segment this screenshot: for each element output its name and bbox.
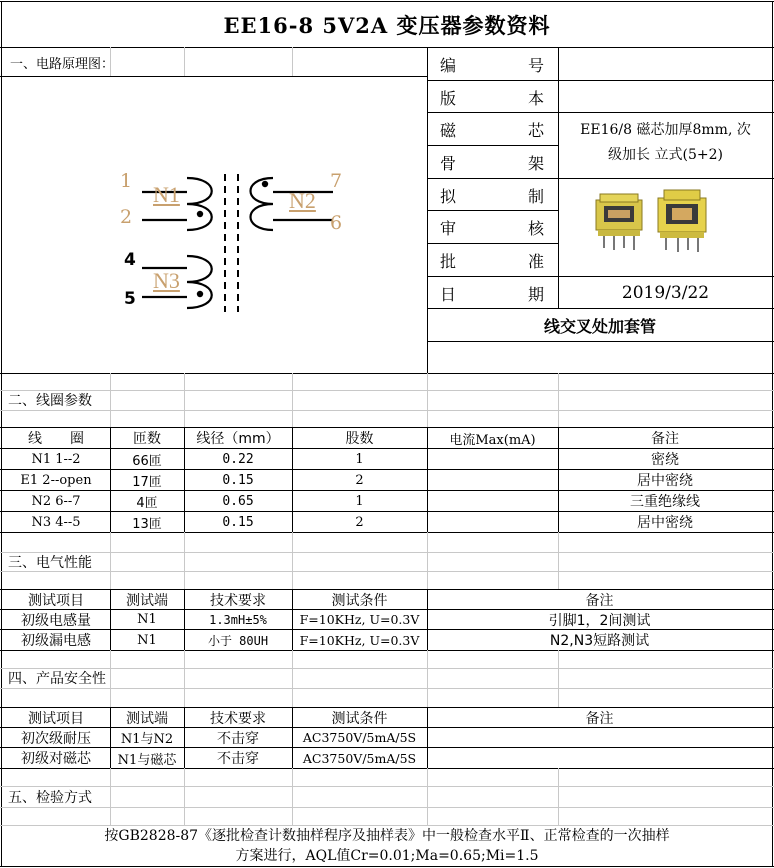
coil-row-4-winding: N3 4--5 bbox=[31, 514, 81, 530]
inspection-text-line2: 方案进行，AQL值Cr=0.01;Ma=0.65;Mi=1.5 bbox=[235, 848, 539, 864]
coil-row-1-turns: 66匝 bbox=[132, 453, 162, 469]
info-label-reviewed: 审 核 bbox=[440, 219, 544, 238]
coil-row-1-remark: 密绕 bbox=[651, 452, 679, 468]
sleeve-note: 线交叉处加套管 bbox=[543, 316, 656, 336]
pin-5-label: 5 bbox=[124, 289, 136, 309]
safety-row-2-item: 初级对磁芯 bbox=[21, 751, 91, 767]
winding-n3-label: N3 bbox=[153, 268, 180, 293]
core-spec-line1: EE16/8 磁芯加厚8mm, 次 bbox=[580, 122, 751, 138]
coil-row-3-turns: 4匝 bbox=[136, 495, 158, 511]
elec-header-remark: 备注 bbox=[585, 592, 614, 609]
info-label-date: 日 期 bbox=[440, 285, 544, 304]
coil-row-2-strands: 2 bbox=[355, 472, 364, 488]
pin-1-label: 1 bbox=[120, 170, 133, 192]
coil-row-2-remark: 居中密绕 bbox=[637, 473, 693, 489]
coil-row-3-remark: 三重绝缘线 bbox=[630, 494, 700, 510]
elec-row-1-condition: F=10KHz, U=0.3V bbox=[299, 612, 420, 627]
elec-row-1-terminal: N1 bbox=[137, 612, 157, 627]
safety-row-2-requirement: 不击穿 bbox=[217, 751, 259, 767]
elec-row-2-terminal: N1 bbox=[137, 632, 157, 648]
elec-row-2-requirement: 小于 80UH bbox=[207, 633, 269, 648]
n1-coil bbox=[187, 178, 212, 230]
coil-row-4-diameter: 0.15 bbox=[222, 514, 254, 530]
safety-header-terminal: 测试端 bbox=[126, 710, 168, 727]
safety-row-1-remark bbox=[427, 728, 772, 747]
safety-header-remark: 备注 bbox=[585, 710, 614, 727]
inspection-heading: 五、检验方式 bbox=[8, 790, 92, 806]
safety-row-2-condition: AC3750V/5mA/5S bbox=[302, 750, 417, 766]
n3-polarity-dot bbox=[197, 291, 203, 297]
coil-row-3-winding: N2 6--7 bbox=[31, 493, 81, 509]
n1-polarity-dot bbox=[197, 211, 203, 217]
elec-row-1-item: 初级电感量 bbox=[21, 612, 91, 629]
info-label-number: 编 号 bbox=[440, 56, 544, 75]
inspection-text-line1: 按GB2828-87《逐批检查计数抽样程序及抽样表》中一般检查水平Ⅱ、正常检查的一次抽样 bbox=[104, 828, 670, 844]
coil-row-3-current bbox=[427, 491, 558, 511]
coil-row-1-diameter: 0.22 bbox=[222, 451, 254, 467]
coil-row-2-diameter: 0.15 bbox=[222, 472, 254, 488]
transformer-photo bbox=[590, 186, 720, 256]
info-label-version: 版 本 bbox=[440, 89, 544, 108]
coil-header-remark: 备注 bbox=[651, 431, 679, 447]
transformer-photo-right bbox=[658, 190, 706, 252]
coil-row-1-winding: N1 1--2 bbox=[31, 451, 81, 467]
elec-header-requirement: 技术要求 bbox=[210, 592, 266, 609]
electrical-heading: 三、电气性能 bbox=[8, 554, 92, 571]
pin-6-label: 6 bbox=[330, 212, 343, 234]
coil-row-4-strands: 2 bbox=[355, 514, 364, 530]
elec-row-1-remark: 引脚1，2间测试 bbox=[548, 612, 651, 629]
transformer-photo-left bbox=[596, 194, 642, 250]
coil-row-1-strands: 1 bbox=[355, 451, 364, 467]
elec-row-2-item: 初级漏电感 bbox=[21, 633, 91, 649]
safety-row-2-terminal: N1与磁芯 bbox=[117, 752, 177, 768]
n2-coil bbox=[251, 178, 274, 230]
info-label-approved: 批 准 bbox=[440, 252, 544, 271]
safety-header-condition: 测试条件 bbox=[331, 710, 388, 727]
safety-row-1-terminal: N1与N2 bbox=[120, 732, 174, 747]
n3-coil bbox=[187, 256, 212, 308]
pin-4-label: 4 bbox=[124, 250, 136, 270]
coil-header-turns: 匝数 bbox=[133, 431, 161, 447]
elec-header-item: 测试项目 bbox=[28, 592, 84, 609]
n2-polarity-dot bbox=[262, 181, 268, 187]
winding-n1-label: N1 bbox=[153, 182, 180, 207]
elec-row-1-requirement: 1.3mH±5% bbox=[209, 612, 267, 627]
winding-n2-label: N2 bbox=[289, 188, 316, 213]
coil-row-2-turns: 17匝 bbox=[132, 474, 162, 490]
elec-row-2-remark: N2,N3短路测试 bbox=[549, 633, 650, 649]
coil-row-3-diameter: 0.65 bbox=[222, 493, 254, 509]
safety-row-1-item: 初次级耐压 bbox=[21, 730, 91, 747]
coil-header-winding: 线 圈 bbox=[28, 431, 84, 447]
transformer-schematic bbox=[105, 160, 365, 320]
coil-header-current: 电流Max(mA) bbox=[449, 432, 536, 448]
safety-row-1-condition: AC3750V/5mA/5S bbox=[302, 730, 417, 745]
coil-row-1-current bbox=[427, 449, 558, 469]
coil-row-2-winding: E1 2--open bbox=[20, 472, 92, 488]
elec-header-condition: 测试条件 bbox=[331, 592, 388, 609]
safety-header-item: 测试项目 bbox=[28, 710, 84, 727]
pin-2-label: 2 bbox=[120, 206, 133, 228]
safety-heading: 四、产品安全性 bbox=[8, 671, 106, 687]
date-value: 2019/3/22 bbox=[621, 283, 710, 303]
coil-row-4-turns: 13匝 bbox=[132, 516, 162, 532]
elec-row-2-condition: F=10KHz, U=0.3V bbox=[299, 632, 420, 648]
pin-7-label: 7 bbox=[330, 170, 343, 192]
info-label-bobbin: 骨 架 bbox=[440, 154, 544, 173]
coil-header-strands: 股数 bbox=[345, 431, 374, 447]
coil-row-4-current bbox=[427, 512, 558, 532]
core-spec-line2: 级加长 立式(5+2) bbox=[608, 147, 723, 163]
coil-header-diameter: 线径（mm） bbox=[196, 431, 280, 447]
coil-row-3-strands: 1 bbox=[355, 493, 364, 509]
safety-header-requirement: 技术要求 bbox=[210, 710, 266, 727]
document-title: EE16-8 5V2A 变压器参数资料 bbox=[223, 12, 551, 38]
coil-row-2-current bbox=[427, 470, 558, 490]
safety-row-1-requirement: 不击穿 bbox=[217, 730, 259, 747]
safety-row-2-remark bbox=[427, 748, 772, 768]
circuit-heading: 一、电路原理图： bbox=[10, 56, 115, 72]
info-label-core: 磁 芯 bbox=[440, 121, 544, 140]
coil-row-4-remark: 居中密绕 bbox=[637, 515, 693, 531]
coil-heading: 二、线圈参数 bbox=[8, 393, 92, 409]
info-label-drafted: 拟 制 bbox=[440, 187, 544, 206]
elec-header-terminal: 测试端 bbox=[126, 592, 168, 609]
